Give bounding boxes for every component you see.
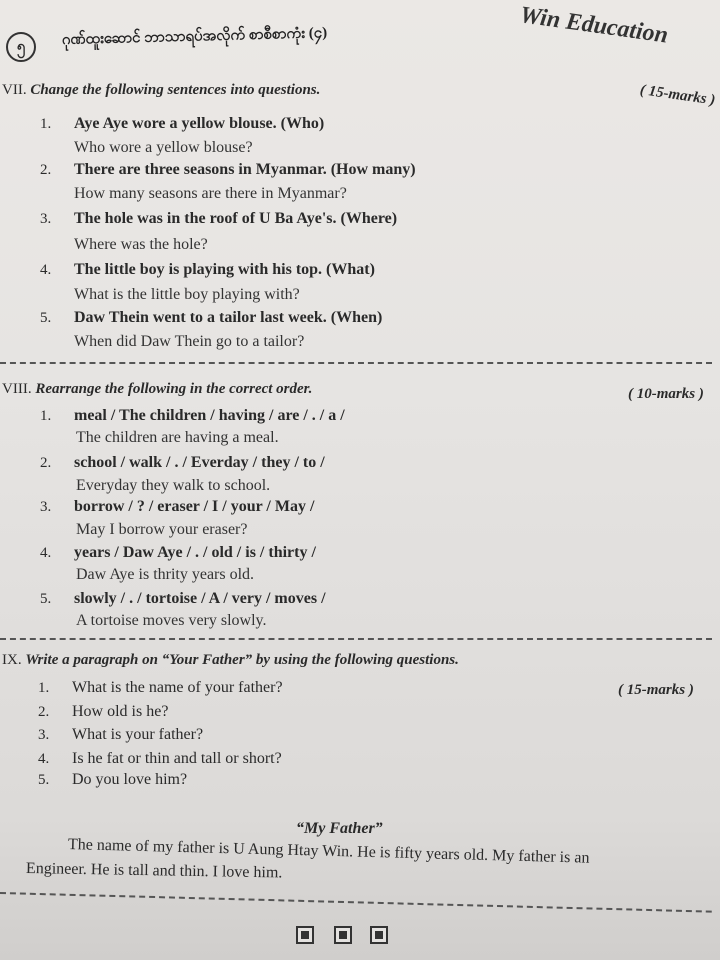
- s7-answer-5: When did Daw Thein go to a tailor?: [74, 333, 305, 350]
- item-number: 4.: [40, 262, 52, 278]
- section-8-label: VIII.: [2, 381, 32, 397]
- s9-question-2: [38, 703, 168, 721]
- item-prompt: borrow / ? / eraser / I / your / May /: [74, 498, 315, 515]
- section-divider: [0, 362, 712, 364]
- item-number: 2.: [40, 162, 52, 178]
- section-divider: [0, 638, 712, 640]
- question-text: Is he fat or thin and tall or short?: [72, 750, 282, 767]
- item-number: 5.: [38, 772, 50, 788]
- section-divider: [0, 892, 712, 913]
- question-text: How old is he?: [72, 703, 169, 720]
- s9-question-3: [38, 726, 203, 744]
- page-header: [0, 0, 720, 60]
- s9-question-1: [38, 679, 283, 697]
- brand-logo-text: Win Education: [518, 2, 670, 49]
- item-number: 5.: [40, 591, 52, 607]
- item-number: 1.: [40, 116, 52, 132]
- section-9-label: IX.: [2, 652, 22, 668]
- s7-item-4: [40, 261, 375, 279]
- item-number: 3.: [38, 727, 50, 743]
- item-prompt: There are three seasons in Myanmar. (How many): [74, 161, 416, 178]
- essay-title: “My Father”: [296, 820, 383, 837]
- item-prompt: years / Daw Aye / . / old / is / thirty /: [74, 544, 316, 561]
- item-number: 5.: [40, 310, 52, 326]
- item-number: 2.: [40, 455, 52, 471]
- s8-answer-2: Everyday they walk to school.: [76, 477, 271, 494]
- item-prompt: slowly / . / tortoise / A / very / moves /: [74, 590, 326, 607]
- item-prompt: meal / The children / having / are / . / a /: [74, 407, 345, 424]
- section-8-marks: ( 10-marks ): [628, 386, 704, 402]
- s9-question-5: [38, 771, 187, 789]
- s8-item-1: [40, 407, 345, 425]
- s8-item-3: [40, 498, 314, 516]
- s7-item-2: [40, 161, 416, 179]
- section-8-heading: [2, 381, 312, 398]
- item-number: 3.: [40, 499, 52, 515]
- item-number: 4.: [38, 751, 50, 767]
- section-9-marks: ( 15-marks ): [618, 682, 694, 698]
- item-prompt: Aye Aye wore a yellow blouse. (Who): [74, 115, 325, 132]
- s7-item-5: [40, 309, 382, 327]
- page-number-badge: ၅: [6, 32, 36, 62]
- s8-answer-3: May I borrow your eraser?: [76, 521, 248, 538]
- s8-item-2: [40, 454, 325, 472]
- item-prompt: The little boy is playing with his top. (What): [74, 261, 375, 278]
- s8-answer-4: Daw Aye is thrity years old.: [76, 566, 255, 583]
- question-text: Do you love him?: [72, 771, 188, 788]
- section-7-title: Change the following sentences into questions.: [30, 82, 321, 98]
- question-text: What is your father?: [72, 726, 204, 743]
- essay-line-1: The name of my father is U Aung Htay Win. He is fifty years old. My father is an: [67, 836, 590, 867]
- item-number: 1.: [40, 408, 52, 424]
- s7-answer-2: How many seasons are there in Myanmar?: [74, 185, 347, 202]
- s7-item-3: [40, 210, 397, 228]
- footer-ornament-icon: [296, 926, 314, 944]
- question-text: What is the name of your father?: [72, 679, 283, 696]
- s9-question-4: [38, 750, 282, 768]
- footer-ornament-icon: [334, 926, 352, 944]
- footer-ornament-icon: [370, 926, 388, 944]
- section-7-label: VII.: [2, 82, 27, 98]
- section-8-title: Rearrange the following in the correct order.: [35, 381, 313, 397]
- item-number: 1.: [38, 680, 50, 696]
- s8-item-4: [40, 544, 316, 562]
- item-prompt: Daw Thein went to a tailor last week. (When): [74, 309, 383, 326]
- s7-answer-4: What is the little boy playing with?: [74, 286, 300, 303]
- s7-answer-3: Where was the hole?: [74, 236, 208, 253]
- header-title: ဂုဏ်ထူးဆောင် ဘာသာရပ်အလိုက် စာစီစာကုံး (၄): [61, 25, 328, 48]
- item-number: 2.: [38, 704, 50, 720]
- item-number: 4.: [40, 545, 52, 561]
- section-9-title: Write a paragraph on “Your Father” by using the following questions.: [25, 652, 459, 668]
- item-number: 3.: [40, 211, 52, 227]
- section-7-heading: [2, 82, 320, 99]
- item-prompt: school / walk / . / Everday / they / to /: [74, 454, 325, 471]
- s7-item-1: [40, 115, 324, 133]
- section-7-marks: ( 15-marks ): [638, 82, 717, 109]
- s8-answer-5: A tortoise moves very slowly.: [76, 612, 267, 629]
- essay-line-2: Engineer. He is tall and thin. I love him.: [25, 860, 283, 882]
- s7-answer-1: Who wore a yellow blouse?: [74, 139, 253, 156]
- item-prompt: The hole was in the roof of U Ba Aye's. (Where): [74, 210, 398, 227]
- section-9-heading: [2, 652, 459, 669]
- s8-answer-1: The children are having a meal.: [76, 429, 279, 446]
- s8-item-5: [40, 590, 326, 608]
